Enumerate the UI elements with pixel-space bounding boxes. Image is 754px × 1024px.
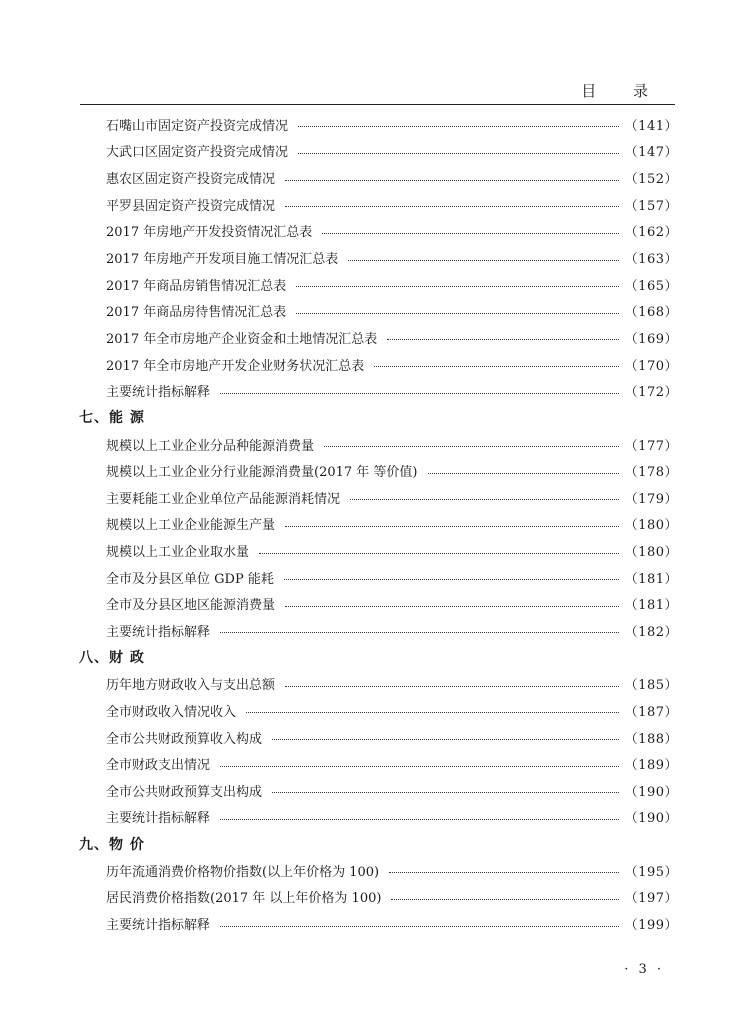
toc-entry-page: （199） bbox=[624, 918, 678, 934]
toc-entry-row bbox=[0, 857, 754, 884]
toc-entry-page: （195） bbox=[624, 864, 678, 880]
dot-leader bbox=[296, 312, 618, 314]
toc-entry-row bbox=[0, 377, 754, 404]
section-heading: 九、物 价 bbox=[79, 836, 145, 853]
toc-entry[interactable] bbox=[106, 457, 678, 484]
toc-entry-row bbox=[0, 484, 754, 511]
dot-leader bbox=[296, 285, 618, 287]
toc-entry[interactable] bbox=[106, 697, 678, 724]
dot-leader bbox=[374, 365, 618, 367]
toc-entry[interactable] bbox=[106, 351, 678, 378]
toc-entry[interactable] bbox=[106, 537, 678, 564]
toc-entry-page: （189） bbox=[624, 758, 678, 774]
toc-entry[interactable] bbox=[106, 857, 678, 884]
dot-leader bbox=[387, 338, 618, 340]
dot-leader bbox=[391, 898, 618, 900]
toc-entry-page: （165） bbox=[624, 278, 678, 294]
toc-entry-page: （141） bbox=[624, 118, 678, 134]
toc-entry-title: 主要统计指标解释 bbox=[106, 385, 211, 401]
section-heading: 七、能 源 bbox=[79, 410, 145, 427]
dot-leader bbox=[285, 605, 619, 607]
toc-entry-title: 2017 年商品房销售情况汇总表 bbox=[106, 278, 287, 294]
toc-entry-row bbox=[0, 191, 754, 218]
toc-entry[interactable] bbox=[106, 244, 678, 271]
toc-entry-page: （157） bbox=[624, 198, 678, 214]
toc-entry-page: （197） bbox=[624, 891, 678, 907]
toc-entry-row bbox=[0, 804, 754, 831]
toc-entry-title: 2017 年全市房地产企业资金和土地情况汇总表 bbox=[106, 331, 378, 347]
toc-entry-page: （190） bbox=[624, 784, 678, 800]
dot-leader bbox=[220, 765, 619, 767]
toc-entry-page: （181） bbox=[624, 571, 678, 587]
toc-entry[interactable] bbox=[106, 804, 678, 831]
toc-entry-title: 全市财政收入情况收入 bbox=[106, 704, 237, 720]
toc-entry-title: 全市及分县区单位 GDP 能耗 bbox=[106, 571, 274, 587]
toc-entry-title: 2017 年房地产开发项目施工情况汇总表 bbox=[106, 252, 339, 268]
toc-entry[interactable] bbox=[106, 271, 678, 298]
dot-leader bbox=[285, 685, 619, 687]
toc-entry-title: 历年地方财政收入与支出总额 bbox=[106, 678, 276, 694]
toc-entry-title: 惠农区固定资产投资完成情况 bbox=[106, 172, 276, 188]
toc-entry-page: （169） bbox=[624, 331, 678, 347]
header-rule bbox=[80, 104, 675, 105]
toc-entry[interactable] bbox=[106, 218, 678, 245]
toc-entry-title: 全市财政支出情况 bbox=[106, 758, 211, 774]
toc-entry-row bbox=[0, 431, 754, 458]
toc-entry-row bbox=[0, 591, 754, 618]
toc-entry-row bbox=[0, 111, 754, 138]
toc-entry-title: 石嘴山市固定资产投资完成情况 bbox=[106, 118, 289, 134]
page-number: · 3 · bbox=[624, 962, 664, 977]
dot-leader bbox=[285, 205, 619, 207]
toc-entry-row bbox=[0, 271, 754, 298]
dot-leader bbox=[284, 578, 619, 580]
dot-leader bbox=[220, 818, 619, 820]
toc-section-row bbox=[0, 404, 754, 431]
dot-leader bbox=[220, 631, 619, 633]
toc-entry-row bbox=[0, 324, 754, 351]
dot-leader bbox=[272, 738, 619, 740]
dot-leader bbox=[350, 498, 619, 500]
toc-entry-title: 大武口区固定资产投资完成情况 bbox=[106, 145, 289, 161]
toc-entry-page: （152） bbox=[624, 172, 678, 188]
toc-entry-page: （172） bbox=[624, 385, 678, 401]
toc-entry-row bbox=[0, 164, 754, 191]
toc-entry[interactable] bbox=[106, 324, 678, 351]
toc-entry-page: （180） bbox=[624, 518, 678, 534]
toc-entry-title: 居民消费价格指数(2017 年 以上年价格为 100) bbox=[106, 891, 382, 907]
dot-leader bbox=[389, 871, 619, 873]
toc-entry-row bbox=[0, 537, 754, 564]
toc-entry[interactable] bbox=[106, 724, 678, 751]
toc-entry-row bbox=[0, 511, 754, 538]
toc-entry-row bbox=[0, 218, 754, 245]
toc-entry-page: （188） bbox=[624, 731, 678, 747]
section-heading: 八、财 政 bbox=[79, 650, 145, 667]
toc-entry-page: （190） bbox=[624, 811, 678, 827]
toc-entry-page: （185） bbox=[624, 678, 678, 694]
toc-entry[interactable] bbox=[106, 564, 678, 591]
toc-entry[interactable] bbox=[106, 297, 678, 324]
toc-entry[interactable] bbox=[106, 191, 678, 218]
dot-leader bbox=[322, 232, 618, 234]
dot-leader bbox=[285, 179, 619, 181]
toc-entry[interactable] bbox=[106, 777, 678, 804]
toc-entry-title: 规模以上工业企业取水量 bbox=[106, 545, 250, 561]
toc-entry[interactable] bbox=[106, 377, 678, 404]
running-header-title: 目 录 bbox=[581, 82, 664, 100]
toc-entry-title: 规模以上工业企业分行业能源消费量(2017 年 等价值) bbox=[106, 465, 418, 481]
dot-leader bbox=[272, 791, 619, 793]
toc-entry-row bbox=[0, 724, 754, 751]
toc-entry-title: 主要统计指标解释 bbox=[106, 624, 211, 640]
toc-entry-page: （182） bbox=[624, 624, 678, 640]
toc-entry-row bbox=[0, 351, 754, 378]
toc-entry-row bbox=[0, 750, 754, 777]
toc-entry-page: （162） bbox=[624, 225, 678, 241]
dot-leader bbox=[298, 125, 619, 127]
toc-entry-row bbox=[0, 670, 754, 697]
toc-entry-title: 2017 年房地产开发投资情况汇总表 bbox=[106, 225, 313, 241]
toc-entry-page: （187） bbox=[624, 704, 678, 720]
toc-entry-title: 全市及分县区地区能源消费量 bbox=[106, 598, 276, 614]
toc-entry-title: 主要统计指标解释 bbox=[106, 811, 211, 827]
toc-entry[interactable] bbox=[106, 431, 678, 458]
toc-entry[interactable] bbox=[106, 884, 678, 911]
toc-entry[interactable] bbox=[106, 484, 678, 511]
toc-entry-title: 平罗县固定资产投资完成情况 bbox=[106, 198, 276, 214]
toc-entry-page: （163） bbox=[624, 252, 678, 268]
toc-entry-row bbox=[0, 297, 754, 324]
dot-leader bbox=[324, 445, 619, 447]
toc-entry[interactable] bbox=[106, 591, 678, 618]
toc-entry[interactable] bbox=[106, 111, 678, 138]
toc-entry-row bbox=[0, 138, 754, 165]
toc-entry-page: （179） bbox=[624, 491, 678, 507]
toc-entry[interactable] bbox=[106, 670, 678, 697]
toc-entry-row bbox=[0, 884, 754, 911]
toc-entry-title: 规模以上工业企业分品种能源消费量 bbox=[106, 438, 315, 454]
toc-entry-page: （170） bbox=[624, 358, 678, 374]
toc-entry[interactable] bbox=[106, 910, 678, 937]
toc-entry-page: （181） bbox=[624, 598, 678, 614]
dot-leader bbox=[246, 711, 619, 713]
toc-entry-row bbox=[0, 697, 754, 724]
toc-section-row bbox=[0, 644, 754, 671]
toc-entry[interactable] bbox=[106, 164, 678, 191]
toc-entry-title: 全市公共财政预算支出构成 bbox=[106, 784, 263, 800]
dot-leader bbox=[298, 152, 619, 154]
toc-entry-title: 规模以上工业企业能源生产量 bbox=[106, 518, 276, 534]
toc-entry-row bbox=[0, 910, 754, 937]
dot-leader bbox=[428, 472, 619, 474]
dot-leader bbox=[285, 525, 619, 527]
toc-entry-row bbox=[0, 777, 754, 804]
toc-entry-page: （178） bbox=[624, 465, 678, 481]
dot-leader bbox=[259, 552, 619, 554]
toc-entry-title: 主要统计指标解释 bbox=[106, 918, 211, 934]
toc-entry-page: （177） bbox=[624, 438, 678, 454]
toc-entry[interactable] bbox=[106, 138, 678, 165]
toc-entry-page: （147） bbox=[624, 145, 678, 161]
toc-entry-row bbox=[0, 564, 754, 591]
dot-leader bbox=[348, 259, 618, 261]
toc-entry-title: 2017 年商品房待售情况汇总表 bbox=[106, 305, 287, 321]
toc-entry-row bbox=[0, 457, 754, 484]
dot-leader bbox=[220, 392, 619, 394]
toc-entry-title: 全市公共财政预算收入构成 bbox=[106, 731, 263, 747]
toc-entry-page: （168） bbox=[624, 305, 678, 321]
toc-entry-page: （180） bbox=[624, 545, 678, 561]
table-of-contents bbox=[0, 111, 754, 937]
toc-entry-row bbox=[0, 244, 754, 271]
toc-section-row bbox=[0, 830, 754, 857]
toc-entry-title: 2017 年全市房地产开发企业财务状况汇总表 bbox=[106, 358, 365, 374]
toc-entry-title: 历年流通消费价格物价指数(以上年价格为 100) bbox=[106, 864, 380, 880]
toc-entry[interactable] bbox=[106, 511, 678, 538]
toc-entry[interactable] bbox=[106, 617, 678, 644]
dot-leader bbox=[220, 925, 619, 927]
toc-entry-row bbox=[0, 617, 754, 644]
toc-entry-title: 主要耗能工业企业单位产品能源消耗情况 bbox=[106, 491, 341, 507]
toc-entry[interactable] bbox=[106, 750, 678, 777]
